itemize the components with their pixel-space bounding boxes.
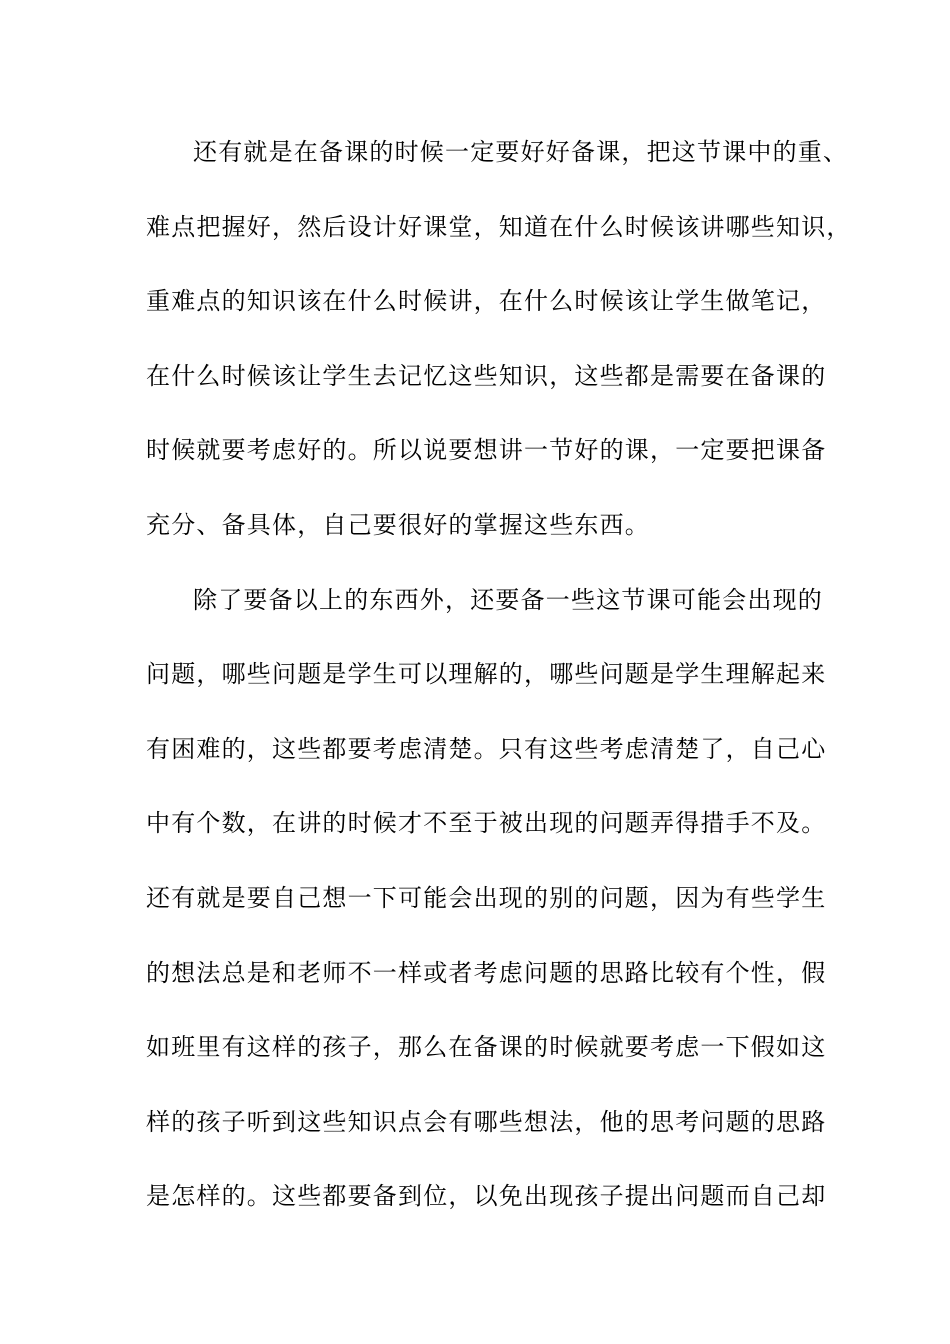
text-line: 除了要备以上的东西外，还要备一些这节课可能会出现的 xyxy=(193,585,823,614)
document-body xyxy=(146,128,852,1247)
text-line: 的想法总是和老师不一样或者考虑问题的思路比较有个性，假 xyxy=(146,958,827,987)
text-line: 充分、备具体，自己要很好的掌握这些东西。 xyxy=(146,510,650,539)
text-line: 在什么时候该让学生去记忆这些知识，这些都是需要在备课的 xyxy=(146,361,827,390)
text-line: 还有就是要自己想一下可能会出现的别的问题，因为有些学生 xyxy=(146,883,827,912)
text-line: 是怎样的。这些都要备到位，以免出现孩子提出问题而自己却 xyxy=(146,1182,827,1211)
text-line: 样的孩子听到这些知识点会有哪些想法，他的思考问题的思路 xyxy=(146,1107,827,1136)
text-line: 有困难的，这些都要考虑清楚。只有这些考虑清楚了，自己心 xyxy=(146,734,827,763)
text-line: 中有个数，在讲的时候才不至于被出现的问题弄得措手不及。 xyxy=(146,809,827,838)
text-line: 问题，哪些问题是学生可以理解的，哪些问题是学生理解起来 xyxy=(146,660,827,689)
text-line: 重难点的知识该在什么时候讲，在什么时候该让学生做笔记， xyxy=(146,287,827,316)
text-line: 难点把握好，然后设计好课堂，知道在什么时候该讲哪些知识， xyxy=(146,212,852,241)
text-line: 还有就是在备课的时候一定要好好备课，把这节课中的重、 xyxy=(193,138,849,166)
text-line: 如班里有这样的孩子，那么在备课的时候就要考虑一下假如这 xyxy=(146,1033,827,1062)
text-line: 时候就要考虑好的。所以说要想讲一节好的课，一定要把课备 xyxy=(146,436,827,465)
